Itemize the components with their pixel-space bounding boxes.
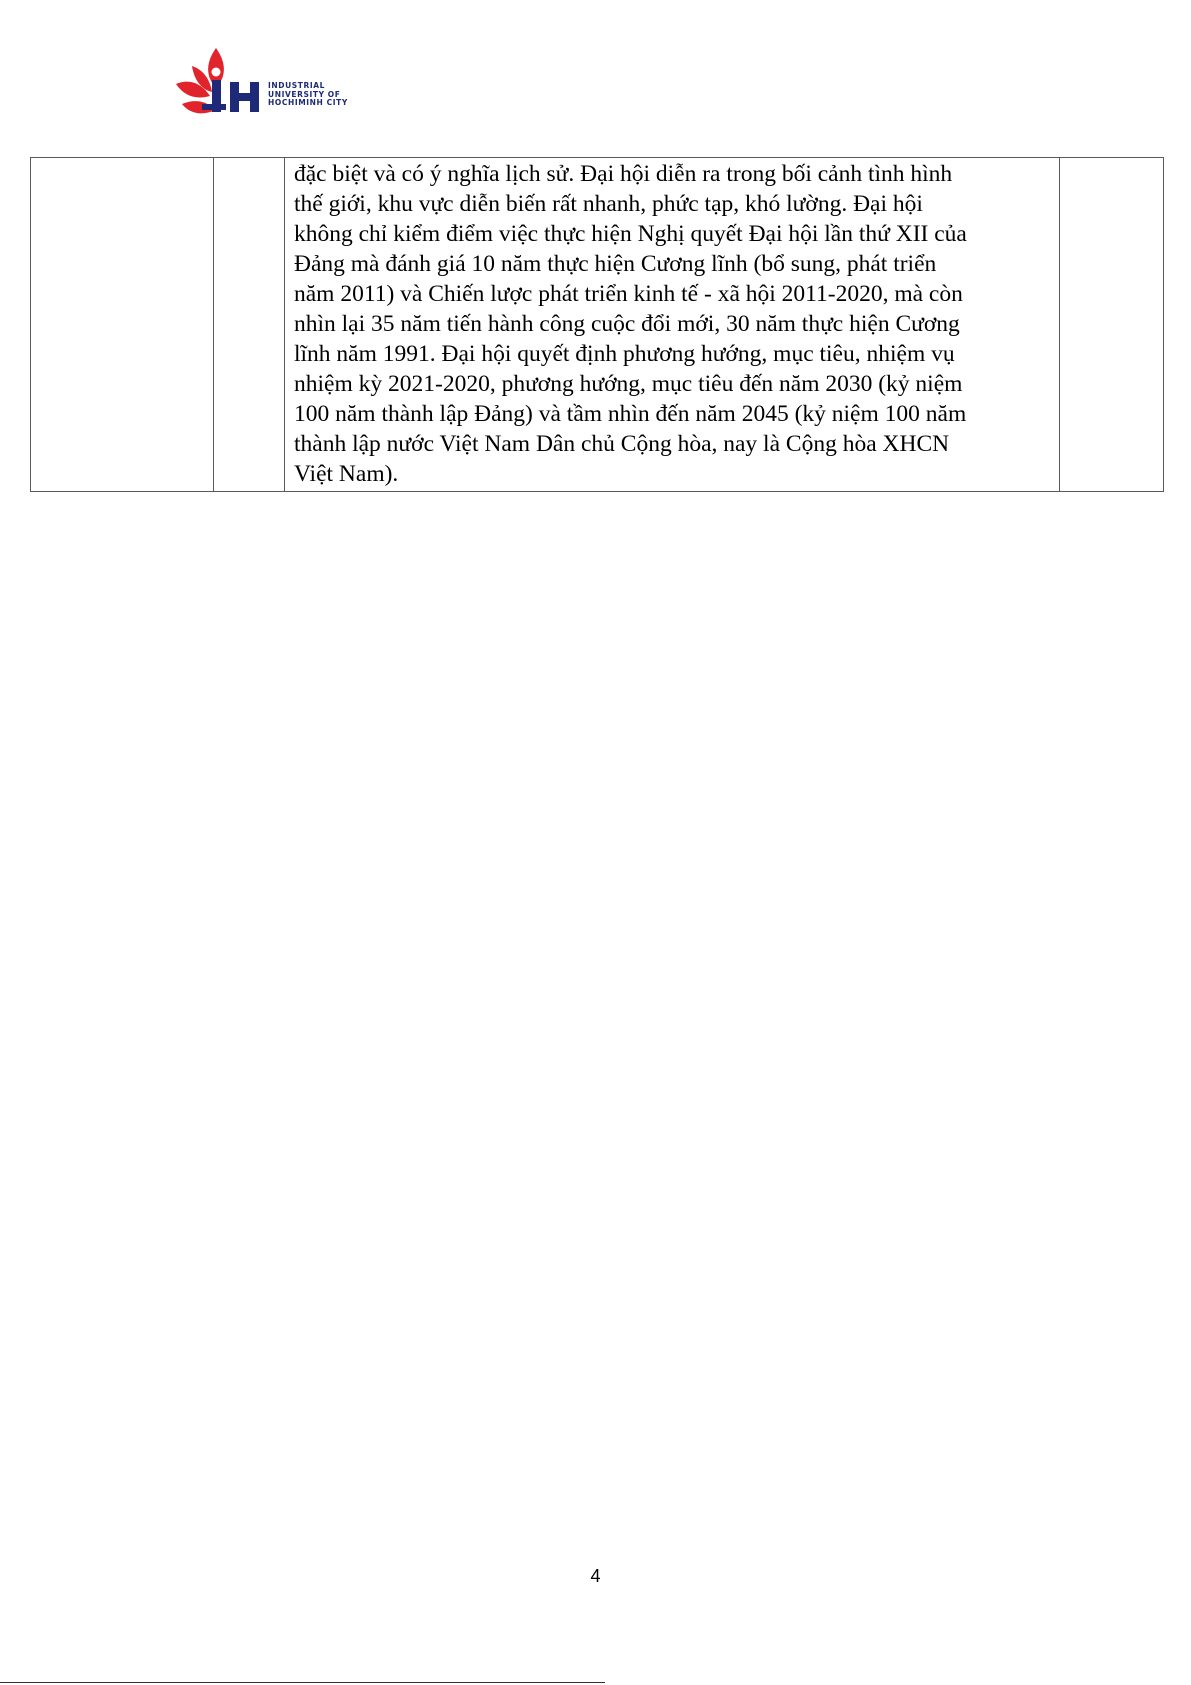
- table-row: [31, 158, 1164, 492]
- logo-wordmark: [268, 82, 348, 108]
- university-logo: [172, 44, 362, 122]
- table-cell-2: [214, 158, 285, 492]
- text-line: Việt Nam).: [294, 461, 399, 487]
- text-line: nhìn lại 35 năm tiến hành công cuộc đổi mới, 30 năm thực hiện Cương: [294, 311, 960, 337]
- text-line: không chỉ kiểm điểm việc thực hiện Nghị quyết Đại hội lần thứ XII của: [294, 221, 967, 247]
- table-cell-1: [31, 158, 214, 492]
- text-line: nhiệm kỳ 2021-2020, phương hướng, mục tiêu đến năm 2030 (kỷ niệm: [294, 371, 963, 397]
- footer-divider: [0, 1682, 605, 1683]
- text-line: Đảng mà đánh giá 10 năm thực hiện Cương lĩnh (bổ sung, phát triển: [294, 251, 937, 277]
- page-number: 4: [590, 1566, 601, 1586]
- lotus-logo-icon: [172, 44, 272, 122]
- text-line: lĩnh năm 1991. Đại hội quyết định phương hướng, mục tiêu, nhiệm vụ: [294, 341, 955, 367]
- logo-line-2: UNIVERSITY OF: [268, 89, 341, 99]
- logo-line-1: INDUSTRIAL: [268, 81, 326, 90]
- text-line: năm 2011) và Chiến lược phát triển kinh tế - xã hội 2011-2020, mà còn: [294, 281, 963, 307]
- logo-line-3: HOCHIMINH CITY: [268, 98, 348, 107]
- content-table: [30, 157, 1164, 492]
- table-cell-content: [285, 158, 1060, 492]
- table-cell-4: [1060, 158, 1164, 492]
- text-line: thành lập nước Việt Nam Dân chủ Cộng hòa, nay là Cộng hòa XHCN: [294, 431, 950, 457]
- paragraph: [285, 158, 1059, 491]
- text-line: 100 năm thành lập Đảng) và tầm nhìn đến năm 2045 (kỷ niệm 100 năm: [294, 401, 967, 427]
- text-line: đặc biệt và có ý nghĩa lịch sử. Đại hội diễn ra trong bối cảnh tình hình: [294, 161, 953, 187]
- text-line: thế giới, khu vực diễn biến rất nhanh, phức tạp, khó lường. Đại hội: [294, 191, 923, 217]
